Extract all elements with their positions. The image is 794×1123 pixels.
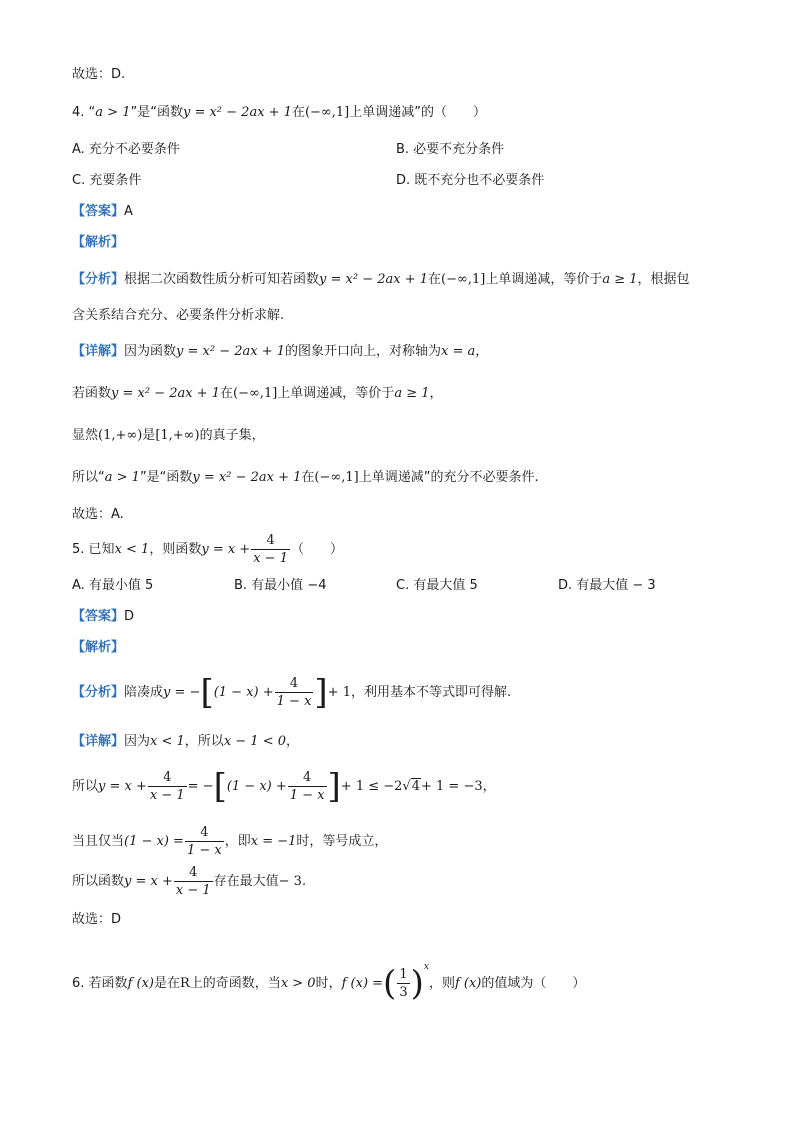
q4-detail-line1: 【详解】因为函数y = x² − 2ax + 1的图象开口向上，对称轴为x = a， [72,344,489,359]
q5-fenxi-fraction: $\frac{4}{1 - x}$ [276,676,312,709]
q4-option-a: A. 充分不必要条件 [72,142,180,157]
q4-detail-line3: 显然(1,+∞)是[1,+∞)的真子集， [72,428,265,443]
q5-detail-fraction-4: $\frac{4}{x - 1}$ [175,865,211,898]
q4-option-d: D. 既不充分也不必要条件 [396,173,545,188]
q5-option-b: B. 有最小值 −4 [234,578,327,593]
q4-fenxi-line1: 【分析】根据二次函数性质分析可知若函数y = x² − 2ax + 1在(−∞,1]上单调递减，等价于a ≥ 1，根据包 [72,272,690,287]
q6-fraction: $\frac{1}{3}$ [399,967,408,1000]
q5-stem: 5. 已知x < 1，则函数y = x + $\frac{4}{x - 1}$ （ ） [72,533,343,566]
q5-detail-fraction-2: $\frac{4}{1 - x}$ [289,770,325,803]
q5-detail-line3: 当且仅当(1 − x) = $\frac{4}{1 - x}$ ，即x = −1时，等号成立， [72,825,388,858]
q5-detail-line1: 【详解】因为x < 1，所以x − 1 < 0， [72,734,300,749]
q5-conclusion: 故选：D [72,912,122,927]
q5-detail-fraction-3: $\frac{4}{1 - x}$ [186,825,222,858]
q6-stem: 6. 若函数f (x)是在R上的奇函数，当x > 0时，f (x) =( $\frac{1}{3}$ )$^x$，则f (x)的值域为（ ） [72,962,586,1004]
q4-detail-line4: 所以“a > 1”是“函数y = x² − 2ax + 1在(−∞,1]上单调递减”的充分不必要条件. [72,470,539,485]
q5-detail-line4: 所以函数y = x + $\frac{4}{x - 1}$ 存在最大值− 3. [72,865,307,898]
q4-conclusion: 故选：A. [72,507,124,522]
q4-stem: 4. “a > 1”是“函数y = x² − 2ax + 1在(−∞,1]上单调递减”的（ ） [72,105,486,120]
q5-stem-fraction: $\frac{4}{x - 1}$ [253,533,288,566]
q4-detail-line2: 若函数y = x² − 2ax + 1在(−∞,1]上单调递减，等价于a ≥ 1， [72,386,443,401]
conclusion-prev: 故选：D. [72,67,126,82]
q4-fenxi-line2: 含关系结合充分、必要条件分析求解. [72,308,285,323]
q5-option-c: C. 有最大值 5 [396,578,478,593]
q5-fenxi: 【分析】陪凑成y = −[(1 − x) + $\frac{4}{1 - x}$ ]+ 1，利用基本不等式即可得解. [72,672,512,713]
q4-option-c: C. 充要条件 [72,173,142,188]
q5-detail-line2: 所以y = x + $\frac{4}{x - 1}$ = −[(1 − x) + $\frac{4}{1 - x}$ ]+ 1 ≤ −2√4+ 1 = −3， [72,766,496,807]
q5-analysis-label: 【解析】 [72,640,125,655]
q5-detail-fraction-1: $\frac{4}{x - 1}$ [149,770,185,803]
q5-option-a: A. 有最小值 5 [72,578,154,593]
q4-answer: 【答案】A [72,204,133,219]
q4-analysis-label: 【解析】 [72,235,125,250]
q4-option-b: B. 必要不充分条件 [396,142,505,157]
q5-option-d: D. 有最大值 − 3 [558,578,656,593]
q5-answer: 【答案】D [72,609,135,624]
